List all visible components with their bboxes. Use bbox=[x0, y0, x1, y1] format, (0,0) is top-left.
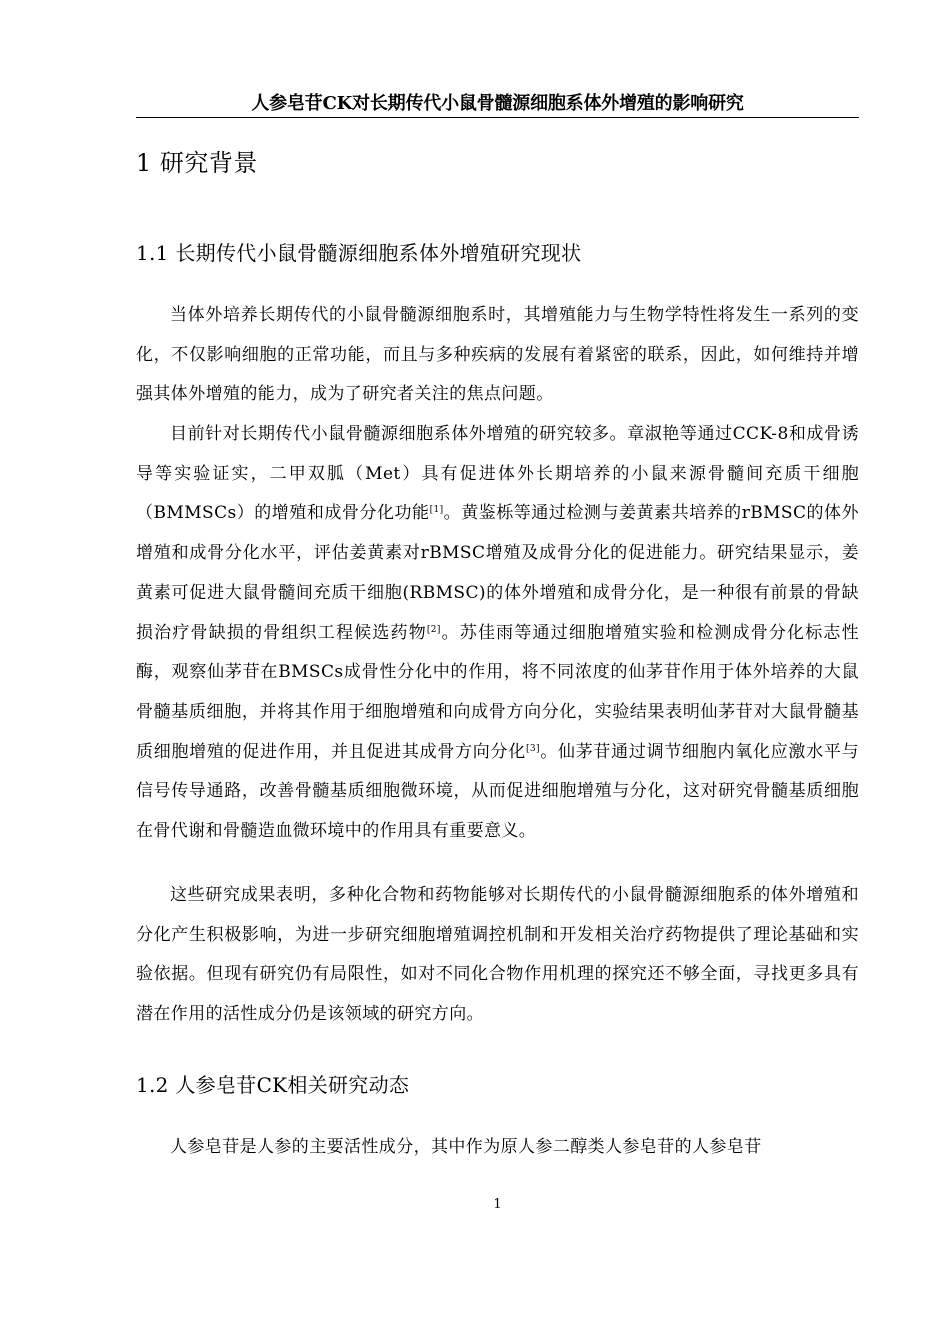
paragraph-2-text-4: 。仙茅苷通过调节细胞内氧化应激水平与信号传导通路，改善骨髓基质细胞微环境，从而促进细胞增殖与分化，这对研究骨髓基质细胞在骨代谢和骨髓造血微环境中的作用具有重要意义。 bbox=[136, 741, 859, 842]
section-1-1-heading: 1.1 长期传代小鼠骨髓源细胞系体外增殖研究现状 bbox=[136, 241, 582, 265]
page-number: 1 bbox=[493, 1197, 502, 1212]
citation-3: [3] bbox=[525, 743, 540, 754]
section-1-1-paragraph-2 bbox=[136, 415, 859, 852]
section-1-2-paragraph-1: 人参皂苷是人参的主要活性成分，其中作为原人参二醇类人参皂苷的人参皂苷 bbox=[170, 1137, 762, 1157]
paragraph-2-text-2: 。黄鉴栎等通过检测与姜黄素共培养的rBMSC的体外增殖和成骨分化水平，评估姜黄素对rBMSC增殖及成骨分化的促进能力。研究结果显示，姜黄素可促进大鼠骨髓间充质干细胞(RBMSC)的体外增殖和成骨分化，是一种很有前景的骨缺损治疗骨缺损的骨组织工程候选药物 bbox=[136, 503, 859, 643]
section-1-heading: 1 研究背景 bbox=[136, 149, 258, 177]
paragraph-2-text-3: 。苏佳雨等通过细胞增殖实验和检测成骨分化标志性酶，观察仙茅苷在BMSCs成骨性分化中的作用，将不同浓度的仙茅苷作用于体外培养的大鼠骨髓基质细胞，并将其作用于细胞增殖和向成骨方向分化，实验结果表明仙茅苷对大鼠骨髓基质细胞增殖的促进作用，并且促进其成骨方向分化 bbox=[136, 622, 859, 762]
running-header: 人参皂苷CK对长期传代小鼠骨髓源细胞系体外增殖的影响研究 bbox=[136, 92, 859, 118]
section-1-1-paragraph-3: 这些研究成果表明，多种化合物和药物能够对长期传代的小鼠骨髓源细胞系的体外增殖和分化产生积极影响，为进一步研究细胞增殖调控机制和开发相关治疗药物提供了理论基础和实验依据。但现有研究仍有局限性，如对不同化合物作用机理的探究还不够全面，寻找更多具有潜在作用的活性成分仍是该领域的研究方向。 bbox=[136, 885, 859, 1025]
section-1-2-heading: 1.2 人参皂苷CK相关研究动态 bbox=[136, 1073, 410, 1097]
section-1-1-paragraph-1: 当体外培养长期传代的小鼠骨髓源细胞系时，其增殖能力与生物学特性将发生一系列的变化，不仅影响细胞的正常功能，而且与多种疾病的发展有着紧密的联系，因此，如何维持并增强其体外增殖的能力，成为了研究者关注的焦点问题。 bbox=[136, 305, 859, 405]
citation-2: [2] bbox=[426, 624, 441, 635]
citation-1: [1] bbox=[429, 505, 444, 516]
paragraph-2-text-1: 目前针对长期传代小鼠骨髓源细胞系体外增殖的研究较多。章淑艳等通过CCK-8和成骨诱导等实验证实，二甲双胍（Met）具有促进体外长期培养的小鼠来源骨髓间充质干细胞（BMMSCs）的增殖和成骨分化功能 bbox=[136, 424, 859, 524]
